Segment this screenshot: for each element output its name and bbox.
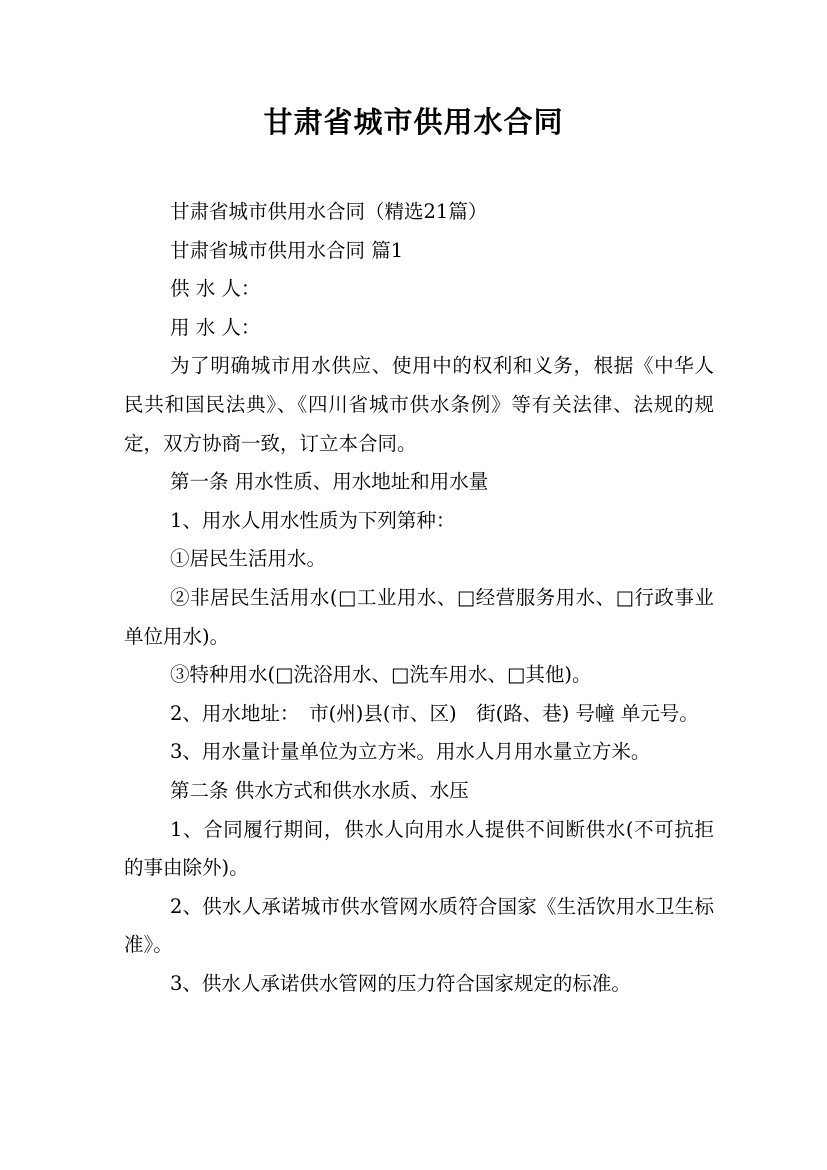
paragraph-article-1-heading: 第一条 用水性质、用水地址和用水量 <box>170 470 489 494</box>
paragraph-address: 2、用水地址： 市(州)县(市、区) 街(路、巷) 号幢 单元号。 <box>170 701 699 725</box>
paragraph-section-heading: 甘肃省城市供用水合同 篇1 <box>170 238 404 262</box>
paragraph-supplier: 供 水 人： <box>170 277 261 301</box>
paragraph-non-residential: ②非居民生活用水(□工业用水、□经营服务用水、□行政事业单位用水)。 <box>124 585 714 648</box>
paragraph-usage-type: 1、用水人用水性质为下列第种： <box>170 508 456 532</box>
document-title: 甘肃省城市供用水合同 <box>263 105 564 139</box>
paragraph-volume: 3、用水量计量单位为立方米。用水人月用水量立方米。 <box>170 740 651 764</box>
document-body <box>124 193 714 1003</box>
paragraph-residential: ①居民生活用水。 <box>170 547 327 571</box>
paragraph-special-use: ③特种用水(□洗浴用水、□洗车用水、□其他)。 <box>170 663 592 687</box>
paragraph-user: 用 水 人： <box>170 315 261 339</box>
paragraph-preamble: 为了明确城市用水供应、使用中的权利和义务，根据《中华人民共和国民法典》、《四川省城市供水条例》等有关法律、法规的规定，双方协商一致，订立本合同。 <box>124 354 714 455</box>
paragraph-water-quality: 2、供水人承诺城市供水管网水质符合国家《生活饮用水卫生标准》。 <box>124 894 714 957</box>
paragraph-collection-heading: 甘肃省城市供用水合同（精选21篇） <box>170 200 488 223</box>
paragraph-article-2-heading: 第二条 供水方式和供水水质、水压 <box>170 778 469 802</box>
paragraph-continuous-supply: 1、合同履行期间，供水人向用水人提供不间断供水(不可抗拒的事由除外)。 <box>124 817 714 880</box>
paragraph-water-pressure: 3、供水人承诺供水管网的压力符合国家规定的标准。 <box>170 971 631 995</box>
